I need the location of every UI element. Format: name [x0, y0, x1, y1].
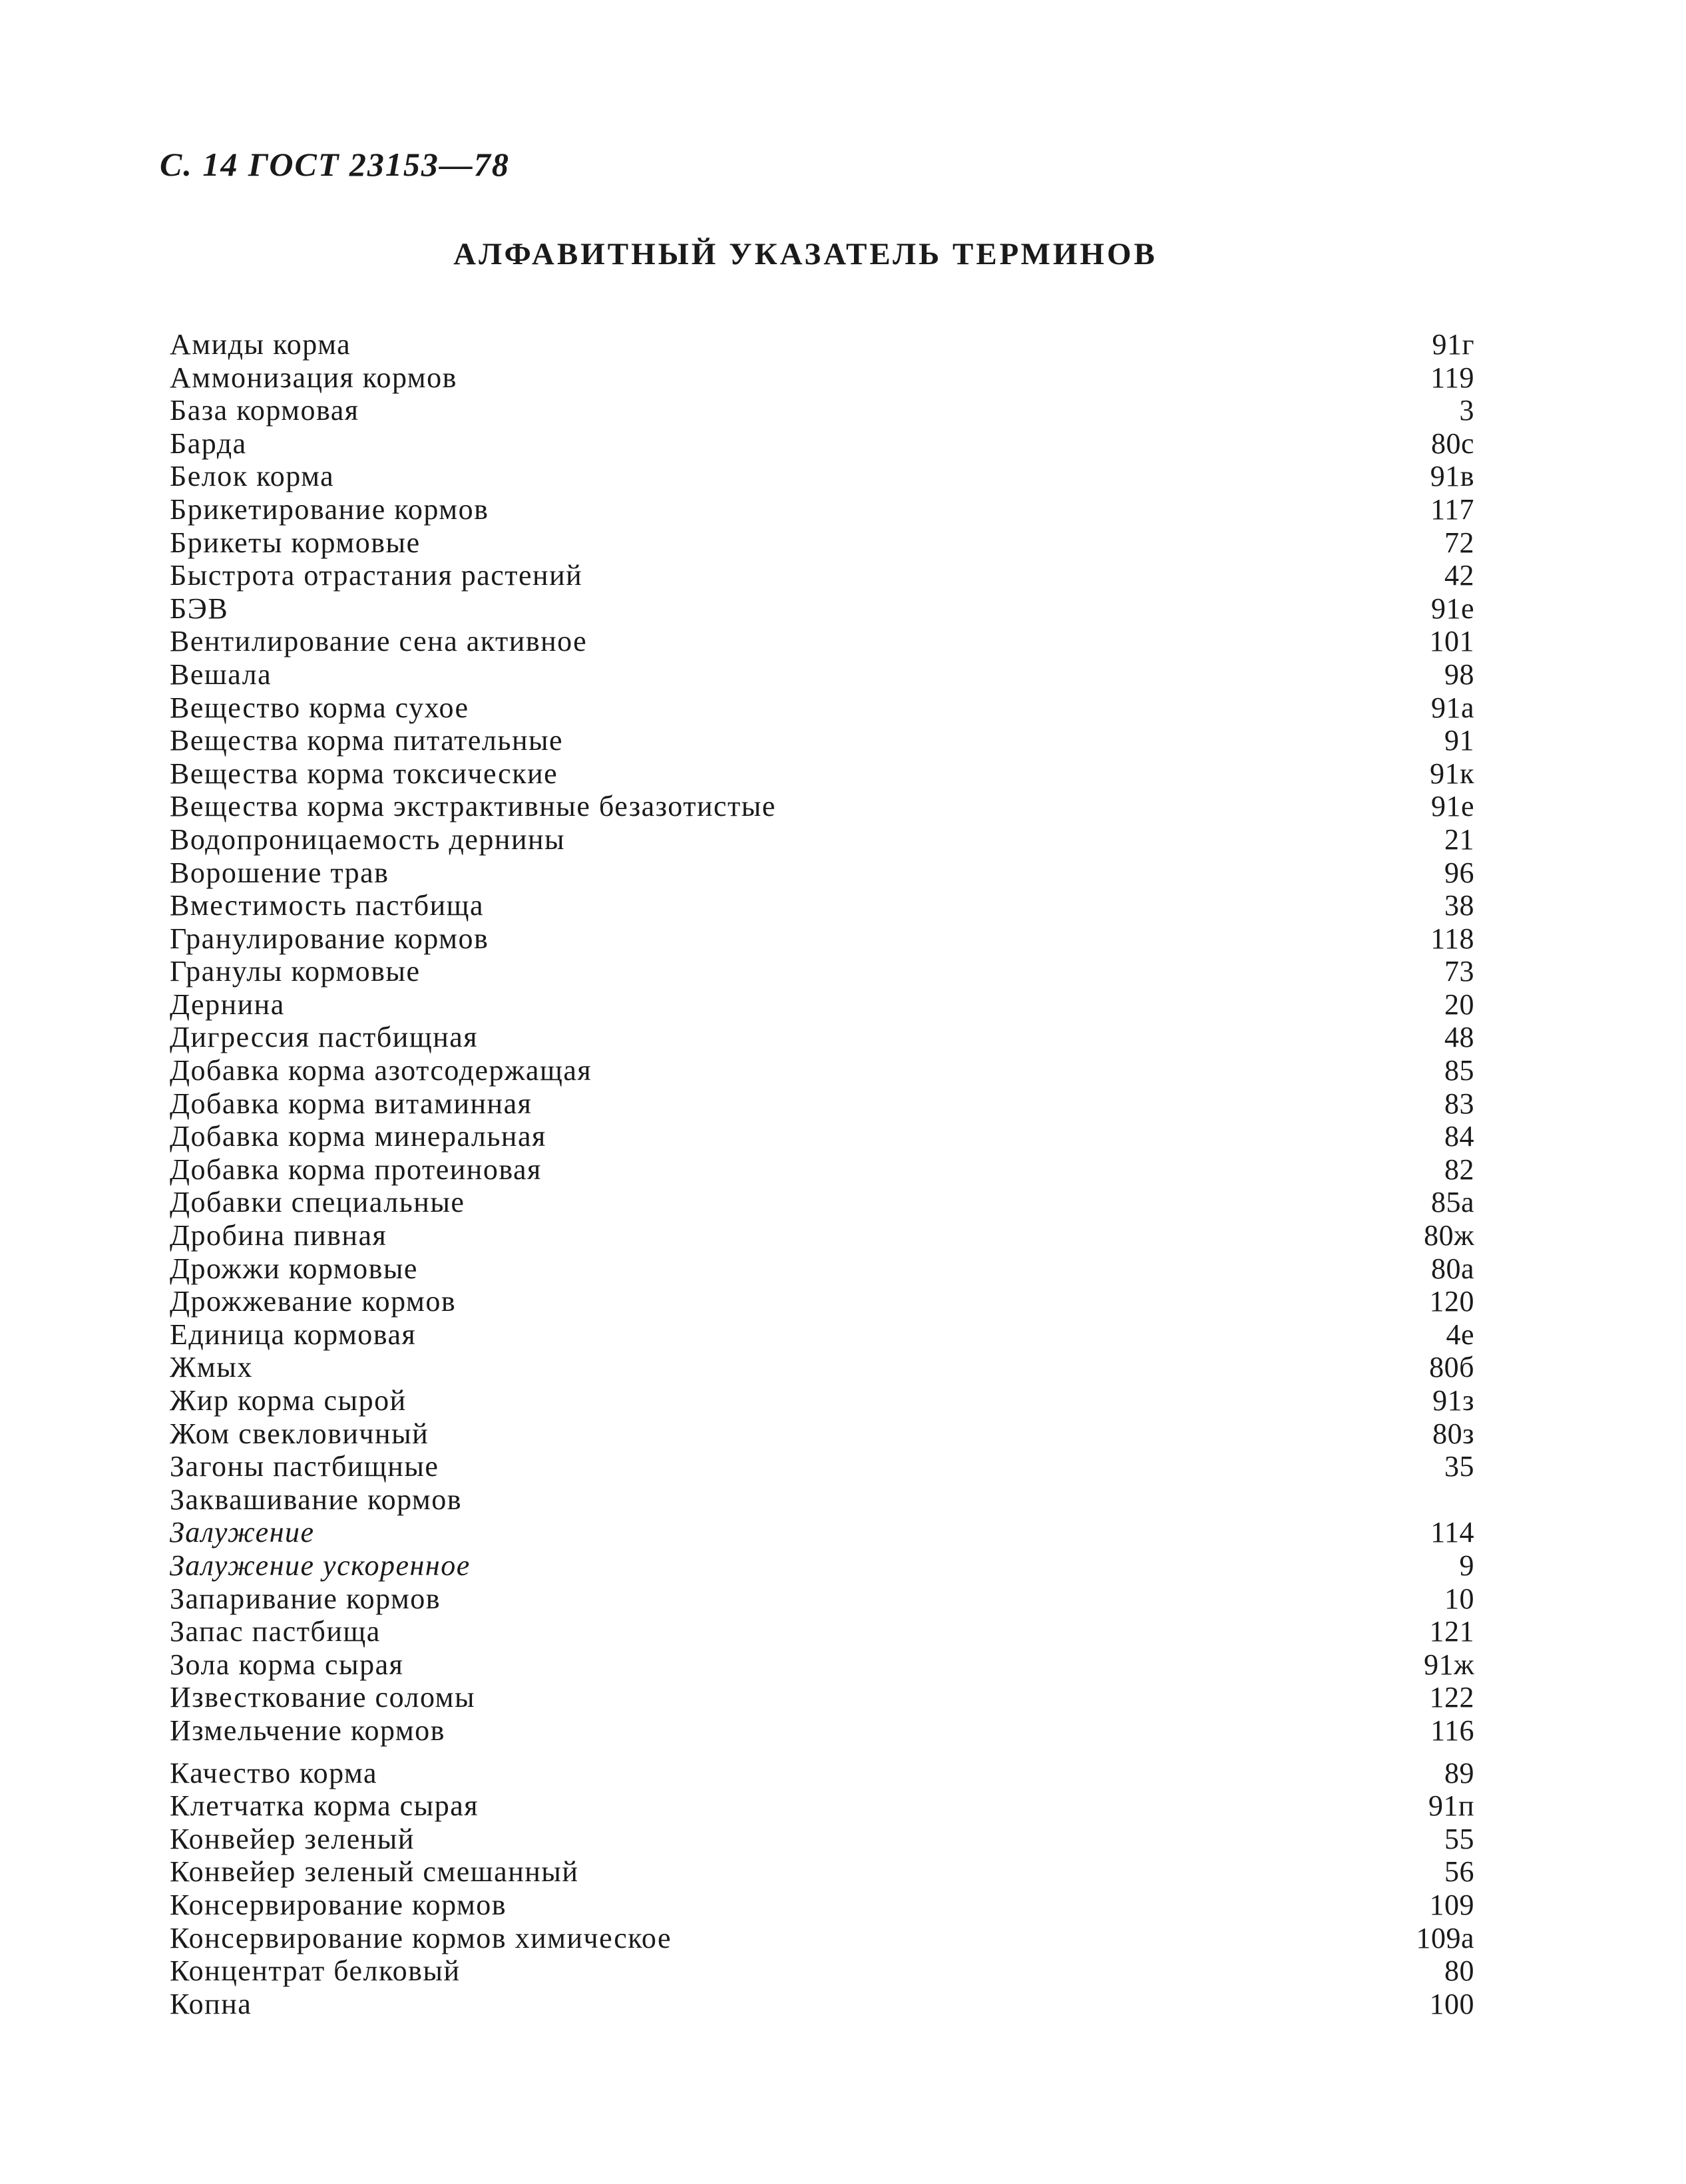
- index-entry: [170, 625, 1474, 658]
- index-term: Загоны пастбищные: [170, 1450, 439, 1483]
- index-entry: [170, 1417, 1474, 1451]
- index-term-number: 91п: [1428, 1789, 1474, 1823]
- index-term: Дернина: [170, 988, 285, 1021]
- index-term-number: 89: [1444, 1756, 1474, 1789]
- index-term-number: 98: [1444, 657, 1474, 691]
- index-entry: [170, 889, 1474, 922]
- index-term: Конвейер зеленый: [170, 1822, 415, 1855]
- index-term: Измельчение кормов: [170, 1714, 445, 1747]
- index-entry: [170, 1922, 1474, 1955]
- index-term: Белок корма: [170, 460, 335, 493]
- index-entry: [170, 1516, 1474, 1549]
- index-term: Добавка корма азотсодержащая: [170, 1054, 592, 1087]
- index-entry: [170, 922, 1474, 956]
- index-term: Консервирование кормов химическое: [170, 1921, 672, 1954]
- index-term-number: 85: [1444, 1054, 1474, 1087]
- index-term-number: 72: [1444, 526, 1474, 559]
- index-term: Брикеты кормовые: [170, 526, 421, 559]
- index-term: Добавки специальные: [170, 1186, 465, 1219]
- index-term: Запаривание кормов: [170, 1582, 441, 1615]
- index-term: Качество корма: [170, 1756, 378, 1789]
- index-term: Залужение ускоренное: [170, 1548, 471, 1582]
- index-term: База кормовая: [170, 394, 359, 427]
- index-entry: [170, 724, 1474, 757]
- index-term: Дигрессия пастбищная: [170, 1021, 479, 1054]
- index-term-number: 109: [1429, 1888, 1474, 1921]
- index-term: Конвейер зеленый смешанный: [170, 1855, 579, 1889]
- index-term-number: 91г: [1432, 328, 1474, 361]
- index-term-number: 96: [1444, 856, 1474, 889]
- index-entry: [170, 1021, 1474, 1054]
- index-entry: [170, 1054, 1474, 1087]
- index-entry: [170, 988, 1474, 1021]
- index-term-number: 91в: [1430, 460, 1474, 493]
- index-term: Дрожжевание кормов: [170, 1285, 457, 1318]
- index-term: Дрожжи кормовые: [170, 1252, 418, 1285]
- index-term: Вентилирование сена активное: [170, 625, 588, 658]
- index-term: Вещества корма питательные: [170, 724, 564, 757]
- index-entry: [170, 427, 1474, 460]
- index-term-number: 80б: [1429, 1351, 1474, 1384]
- index-term-number: 119: [1430, 361, 1474, 394]
- index-entry: [170, 1789, 1474, 1823]
- index-term-number: 56: [1444, 1855, 1474, 1889]
- index-term: Клетчатка корма сырая: [170, 1789, 479, 1823]
- index-entry: [170, 526, 1474, 560]
- index-term: Концентрат белковый: [170, 1954, 461, 1988]
- index-term-number: 122: [1429, 1681, 1474, 1714]
- index-entry: [170, 1186, 1474, 1219]
- index-term: Добавка корма протеиновая: [170, 1153, 542, 1186]
- index-term-number: 21: [1444, 822, 1474, 856]
- index-term-number: 83: [1444, 1087, 1474, 1120]
- index-term: Жир корма сырой: [170, 1384, 407, 1417]
- index-term: Водопроницаемость дернины: [170, 822, 566, 856]
- index-entry: [170, 790, 1474, 823]
- index-term-number: 48: [1444, 1021, 1474, 1054]
- index-entry: [170, 658, 1474, 691]
- index-term-number: 9: [1459, 1548, 1474, 1582]
- index-term-number: 80ж: [1424, 1219, 1474, 1252]
- index-entry: [170, 691, 1474, 725]
- index-entry: [170, 1351, 1474, 1384]
- index-term-number: 109а: [1416, 1921, 1474, 1954]
- index-entry: [170, 1153, 1474, 1186]
- index-term-number: 117: [1430, 492, 1474, 526]
- index-term: Гранулы кормовые: [170, 955, 421, 988]
- index-term-number: 100: [1429, 1987, 1474, 2020]
- index-term: Добавка корма минеральная: [170, 1120, 546, 1153]
- index-term-number: 84: [1444, 1120, 1474, 1153]
- index-entry: [170, 328, 1474, 361]
- index-term: Залужение: [170, 1516, 315, 1549]
- index-term-number: 91з: [1432, 1384, 1474, 1417]
- index-term: Быстрота отрастания растений: [170, 559, 583, 592]
- index-entry: [170, 1714, 1474, 1747]
- page-title: АЛФАВИТНЫЙ УКАЗАТЕЛЬ ТЕРМИНОВ: [453, 237, 1158, 272]
- index-term-number: 120: [1429, 1285, 1474, 1318]
- index-entry: [170, 361, 1474, 395]
- index-term-number: 116: [1430, 1714, 1474, 1747]
- index-entry: [170, 1648, 1474, 1682]
- index-term: Барда: [170, 427, 247, 460]
- index-term-number: 114: [1430, 1516, 1474, 1549]
- index-term: Заквашивание кормов: [170, 1483, 463, 1516]
- index-term: Вещества корма экстрактивные безазотистые: [170, 790, 776, 823]
- index-entry: [170, 757, 1474, 791]
- index-entry: [170, 856, 1474, 890]
- index-entry: [170, 1483, 1474, 1517]
- index-entry: [170, 394, 1474, 427]
- index-term: Зола корма сырая: [170, 1648, 404, 1681]
- index-term-number: 35: [1444, 1450, 1474, 1483]
- index-term-number: 91к: [1430, 757, 1474, 790]
- index-entry: [170, 1384, 1474, 1417]
- index-term-number: 91ж: [1424, 1648, 1474, 1681]
- index-term-number: 101: [1429, 625, 1474, 658]
- index-term-number: 55: [1444, 1822, 1474, 1855]
- index-term-number: 20: [1444, 988, 1474, 1021]
- index-entry: [170, 493, 1474, 526]
- index-term-number: 91а: [1430, 691, 1474, 724]
- index-entry: [170, 1549, 1474, 1582]
- index-entry: [170, 1582, 1474, 1616]
- index-term-number: 91е: [1430, 592, 1474, 625]
- index-term: Вещества корма токсические: [170, 757, 558, 790]
- index-term: Вещество корма сухое: [170, 691, 469, 724]
- index-term-number: 80: [1444, 1954, 1474, 1988]
- index-term: Гранулирование кормов: [170, 922, 489, 955]
- index-term-number: 80з: [1432, 1417, 1474, 1450]
- index-term: Консервирование кормов: [170, 1888, 507, 1921]
- index-term: Ворошение трав: [170, 856, 389, 889]
- index-term-number: 80с: [1430, 427, 1474, 460]
- index-term-number: 38: [1444, 889, 1474, 922]
- index-term: Аммонизация кормов: [170, 361, 457, 394]
- index-entry: [170, 1823, 1474, 1856]
- index-entry: [170, 1318, 1474, 1352]
- index-entry: [170, 1757, 1474, 1790]
- index-entry: [170, 1285, 1474, 1318]
- page-header: С. 14 ГОСТ 23153—78: [160, 146, 510, 183]
- index-term: Жмых: [170, 1351, 253, 1384]
- index-term: Дробина пивная: [170, 1219, 387, 1252]
- index-term-number: 82: [1444, 1153, 1474, 1186]
- index-entry: [170, 955, 1474, 988]
- index-term: Вместимость пастбища: [170, 889, 485, 922]
- index-entry: [170, 592, 1474, 626]
- index-term: Запас пастбища: [170, 1615, 381, 1648]
- index-term-number: 4е: [1446, 1318, 1474, 1351]
- index-term-number: 121: [1429, 1615, 1474, 1648]
- index-entry: [170, 823, 1474, 856]
- index-term: Вешала: [170, 657, 272, 691]
- index-entry: [170, 1087, 1474, 1121]
- index-entry: [170, 1889, 1474, 1922]
- index-term: Известкование соломы: [170, 1681, 476, 1714]
- index-entry: [170, 1855, 1474, 1889]
- index-entry: [170, 1219, 1474, 1252]
- index-term: Единица кормовая: [170, 1318, 417, 1351]
- index-term: БЭВ: [170, 592, 229, 625]
- index-term-number: 42: [1444, 559, 1474, 592]
- index-entry: [170, 1681, 1474, 1714]
- index-term-number: 118: [1430, 922, 1474, 955]
- index-term: Копна: [170, 1987, 252, 2020]
- index-entry: [170, 559, 1474, 592]
- index-entry: [170, 1954, 1474, 1988]
- index-term: Добавка корма витаминная: [170, 1087, 532, 1120]
- index-entry: [170, 1120, 1474, 1153]
- index-entry: [170, 1988, 1474, 2021]
- index-term: Амиды корма: [170, 328, 351, 361]
- index-term-number: 10: [1444, 1582, 1474, 1615]
- index-entry: [170, 1252, 1474, 1286]
- index-term-number: 91: [1444, 724, 1474, 757]
- term-index-list: [170, 328, 1474, 2020]
- index-entry: [170, 1615, 1474, 1648]
- index-term-number: 73: [1444, 955, 1474, 988]
- index-term: Жом свекловичный: [170, 1417, 429, 1450]
- index-entry: [170, 1450, 1474, 1483]
- index-term: Брикетирование кормов: [170, 492, 489, 526]
- index-term-number: 85а: [1430, 1186, 1474, 1219]
- index-term-number: 80а: [1430, 1252, 1474, 1285]
- index-entry: [170, 460, 1474, 493]
- index-term-number: 3: [1459, 394, 1474, 427]
- index-term-number: 91е: [1430, 790, 1474, 823]
